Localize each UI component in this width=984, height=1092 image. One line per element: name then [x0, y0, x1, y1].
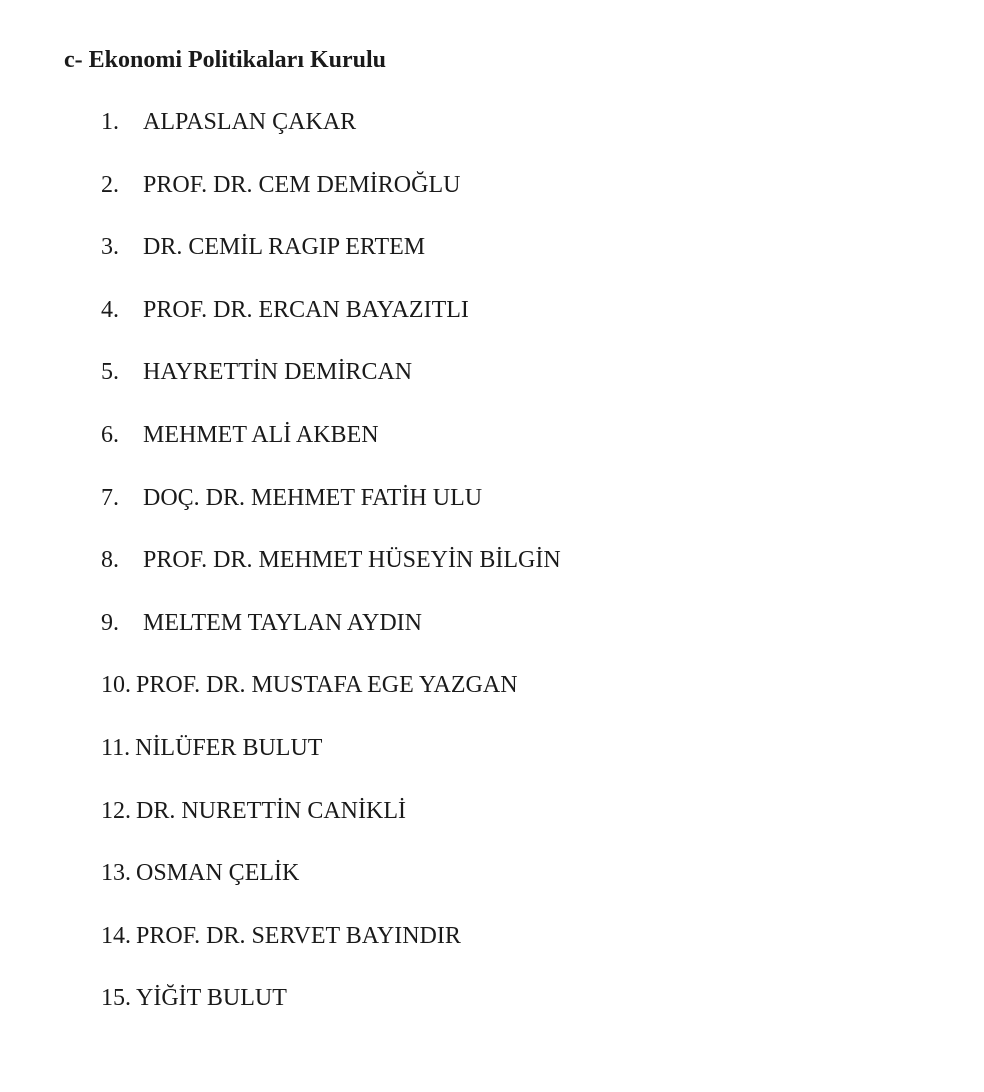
list-item — [101, 295, 469, 325]
item-number: 2. — [101, 171, 119, 198]
item-number: 13. — [101, 860, 131, 887]
member-name: NİLÜFER BULUT — [135, 735, 323, 761]
item-number: 7. — [101, 484, 119, 511]
item-number: 3. — [101, 234, 119, 261]
item-number: 9. — [101, 609, 119, 636]
list-item — [101, 357, 412, 387]
member-name: PROF. DR. SERVET BAYINDIR — [136, 922, 461, 949]
member-name: DOÇ. DR. MEHMET FATİH ULU — [143, 484, 483, 511]
list-item — [101, 170, 460, 200]
item-number: 12. — [101, 797, 131, 824]
member-name: PROF. DR. MUSTAFA EGE YAZGAN — [136, 672, 518, 699]
member-name: PROF. DR. ERCAN BAYAZITLI — [143, 296, 469, 323]
member-name: PROF. DR. MEHMET HÜSEYİN BİLGİN — [143, 547, 561, 574]
member-name: OSMAN ÇELİK — [136, 860, 300, 887]
list-item — [101, 483, 482, 513]
list-item — [101, 733, 322, 763]
member-name: DR. NURETTİN CANİKLİ — [136, 797, 406, 824]
item-number: 14. — [101, 922, 131, 949]
section-heading: c- Ekonomi Politikaları Kurulu — [64, 47, 387, 73]
list-item — [101, 608, 422, 638]
item-number: 15. — [101, 985, 131, 1012]
list-item — [101, 107, 356, 137]
member-name: ALPASLAN ÇAKAR — [143, 109, 357, 135]
item-number: 4. — [101, 296, 119, 323]
member-name: DR. CEMİL RAGIP ERTEM — [143, 234, 426, 261]
list-item — [101, 796, 406, 826]
item-number: 8. — [101, 547, 119, 574]
member-name: MEHMET ALİ AKBEN — [143, 422, 379, 448]
list-item — [101, 670, 518, 700]
list-item — [101, 983, 287, 1013]
list-item — [101, 420, 379, 450]
item-number: 5. — [101, 359, 119, 386]
member-name: PROF. DR. CEM DEMİROĞLU — [143, 171, 461, 198]
member-name: MELTEM TAYLAN AYDIN — [143, 609, 422, 636]
member-name: YİĞİT BULUT — [136, 985, 287, 1012]
item-number: 6. — [101, 422, 119, 448]
item-number: 11. — [101, 735, 131, 761]
item-number: 10. — [101, 672, 131, 699]
item-number: 1. — [101, 109, 119, 135]
list-item — [101, 545, 561, 575]
member-name: HAYRETTİN DEMİRCAN — [143, 359, 413, 386]
list-item — [101, 232, 425, 262]
list-item — [101, 858, 299, 888]
list-item — [101, 921, 461, 951]
